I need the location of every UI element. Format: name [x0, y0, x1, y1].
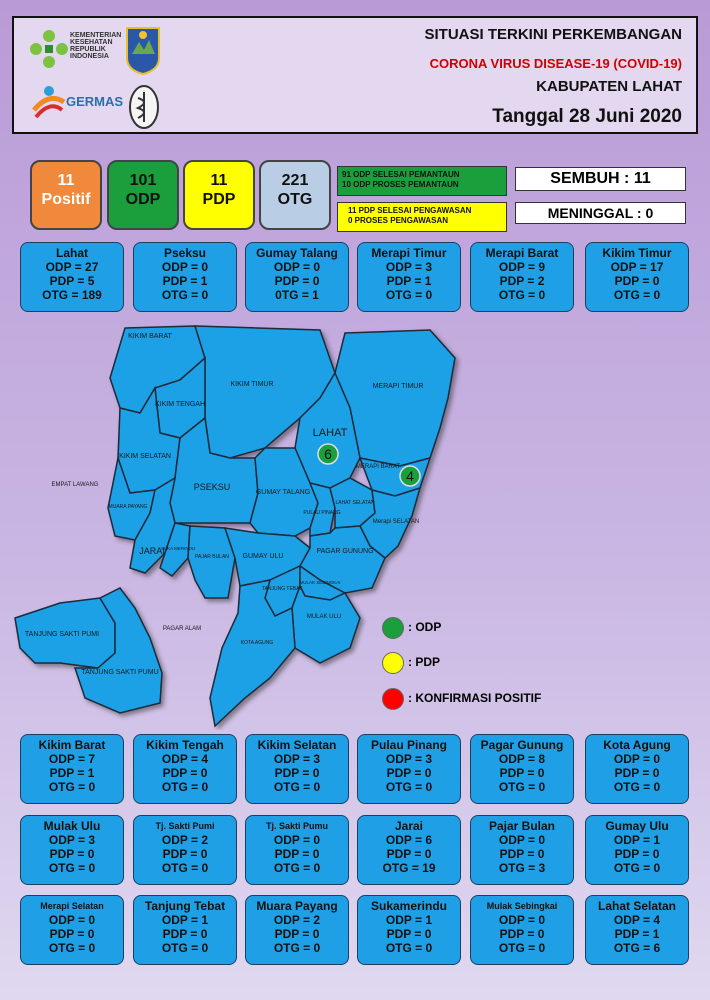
district-otg: OTG = 0: [498, 780, 546, 794]
map-label-pajar-bulan: PAJAR BULAN: [195, 554, 229, 560]
map-label-muara-payang: MUARA PAYANG: [108, 504, 148, 510]
map-label-kikim-selatan: KIKIM SELATAN: [119, 453, 171, 460]
district-card-kikim-selatan: [245, 734, 349, 804]
district-card-merapi-timur: [357, 242, 461, 312]
legend-odp-dot-icon: [382, 617, 404, 639]
district-odp: ODP = 8: [498, 752, 546, 766]
stat-otg-label: OTG: [277, 191, 313, 208]
district-odp: ODP = 6: [385, 833, 433, 847]
title-line-3: KABUPATEN LAHAT: [536, 78, 682, 95]
odp-monitoring-note: 91 ODP SELESAI PEMANTAUN 10 ODP PROSES PEMANTAUN: [337, 166, 507, 196]
district-odp: ODP = 2: [161, 833, 209, 847]
district-odp: ODP = 0: [273, 260, 321, 274]
district-card-kikim-timur: [585, 242, 689, 312]
map-label-kikim-timur: KIKIM TIMUR: [230, 381, 274, 388]
legend-pdp-dot-icon: [382, 652, 404, 674]
district-card-pagar-gunung: [470, 734, 574, 804]
district-otg: OTG = 0: [161, 941, 209, 955]
district-name: Mulak Sebingkai: [486, 901, 558, 911]
district-odp: ODP = 4: [613, 913, 661, 927]
district-otg: 0TG = 1: [275, 288, 319, 302]
district-name: Sukamerindu: [370, 899, 448, 913]
district-name: Gumay Ulu: [605, 819, 669, 833]
district-name: Merapi Selatan: [40, 901, 104, 911]
district-otg: OTG = 0: [385, 780, 433, 794]
district-otg: OTG = 0: [273, 941, 321, 955]
district-card-gumay-ulu: [585, 815, 689, 885]
district-otg: OTG = 3: [498, 861, 546, 875]
map-label-kota-agung: KOTA AGUNG: [240, 640, 274, 646]
district-otg: OTG = 0: [161, 861, 209, 875]
district-pdp: PDP = 0: [386, 766, 432, 780]
district-card-mulak-ulu: [20, 815, 124, 885]
germas-logo-icon: [30, 84, 68, 122]
stat-positif: [30, 160, 102, 230]
district-otg: OTG = 0: [48, 941, 96, 955]
district-otg: OTG = 0: [48, 780, 96, 794]
stat-odp: [107, 160, 179, 230]
district-otg: OTG = 6: [613, 941, 661, 955]
map-label-merapi-selatan: Merapi SELATAN: [372, 519, 420, 525]
map-label-sukamerindu: SUKA MERINDU: [160, 546, 196, 551]
district-card-kikim-barat: [20, 734, 124, 804]
district-name: Jarai: [394, 819, 424, 833]
district-name: Tj. Sakti Pumu: [265, 821, 328, 831]
title-line-1: SITUASI TERKINI PERKEMBANGAN: [424, 26, 682, 43]
map-label-tj-sakti-pumi: TANJUNG SAKTI PUMI: [24, 631, 100, 638]
district-pdp: PDP = 0: [274, 274, 320, 288]
district-name: Mulak Ulu: [43, 819, 101, 833]
district-odp: ODP = 4: [161, 752, 209, 766]
recovered-count: SEMBUH : 11: [515, 167, 686, 191]
district-card-tanjung-tebat: [133, 895, 237, 965]
title-line-2: CORONA VIRUS DISEASE-19 (COVID-19): [429, 56, 682, 71]
ministry-logo-text: KEMENTERIAN KESEHATAN REPUBLIK INDONESIA: [70, 32, 122, 60]
district-odp: ODP = 0: [161, 260, 209, 274]
district-pdp: PDP = 0: [614, 847, 660, 861]
district-pdp: PDP = 1: [386, 274, 432, 288]
district-card-merapi-barat: [470, 242, 574, 312]
header-panel: [12, 16, 698, 134]
district-pdp: PDP = 0: [162, 766, 208, 780]
district-name: Kikim Selatan: [257, 738, 337, 752]
district-name: Muara Payang: [256, 899, 338, 913]
map-marker-merapi-barat: [400, 466, 420, 486]
district-name: Kikim Timur: [602, 246, 672, 260]
map-label-pagar-alam: PAGAR ALAM: [162, 626, 202, 632]
stat-odp-label: ODP: [125, 191, 161, 208]
district-name: Merapi Timur: [371, 246, 447, 260]
district-odp: ODP = 3: [385, 752, 433, 766]
district-odp: ODP = 17: [610, 260, 664, 274]
district-card-lahat-selatan: [585, 895, 689, 965]
district-otg: OTG = 0: [613, 288, 661, 302]
district-card-lahat: [20, 242, 124, 312]
map-label-lahat-selatan: LAHAT SELATAN: [335, 500, 375, 506]
district-name: Pulau Pinang: [370, 738, 447, 752]
death-count: MENINGGAL : 0: [515, 202, 686, 224]
district-name: Lahat Selatan: [597, 899, 677, 913]
stat-pdp: [183, 160, 255, 230]
district-card-mulak-sebingkai: [470, 895, 574, 965]
district-card-pulau-pinang: [357, 734, 461, 804]
district-odp: ODP = 9: [498, 260, 546, 274]
district-otg: OTG = 0: [48, 861, 96, 875]
district-pdp: PDP = 0: [274, 847, 320, 861]
district-otg: OTG = 0: [385, 941, 433, 955]
stat-positif-label: Positif: [41, 191, 91, 208]
pdp-supervision-note: 11 PDP SELESAI PENGAWASAN 0 PROSES PENGAWASAN: [337, 202, 507, 232]
stat-otg: [259, 160, 331, 230]
map-marker-lahat: [318, 444, 338, 464]
district-odp: ODP = 27: [45, 260, 99, 274]
district-pdp: PDP = 5: [49, 274, 95, 288]
map-label-mulak-sebingkai: MULAK SEBINGKAI: [299, 580, 341, 585]
map-label-lahat: LAHAT: [312, 427, 348, 439]
district-odp: ODP = 0: [48, 913, 96, 927]
district-card-merapi-selatan: [20, 895, 124, 965]
district-otg: OTG = 0: [385, 288, 433, 302]
district-pdp: PDP = 0: [499, 927, 545, 941]
map-label-pulau-pinang: PULAU PINANG: [303, 510, 341, 516]
district-pdp: PDP = 0: [49, 927, 95, 941]
district-pdp: PDP = 1: [49, 766, 95, 780]
district-card-tj-sakti-pumu: [245, 815, 349, 885]
legend-positif-dot-icon: [382, 688, 404, 710]
district-name: Lahat: [55, 246, 88, 260]
district-card-tj-sakti-pumi: [133, 815, 237, 885]
district-otg: OTG = 0: [161, 780, 209, 794]
district-pdp: PDP = 0: [162, 847, 208, 861]
district-name: Tanjung Tebat: [144, 899, 226, 913]
district-card-gumay-talang: [245, 242, 349, 312]
district-card-sukamerindu: [357, 895, 461, 965]
district-otg: OTG = 19: [382, 861, 436, 875]
map-label-mulak-ulu: MULAK ULU: [306, 614, 342, 620]
district-name: Gumay Talang: [256, 246, 338, 260]
stat-otg-value: 221: [281, 172, 309, 189]
district-card-muara-payang: [245, 895, 349, 965]
district-odp: ODP = 0: [498, 913, 546, 927]
map-label-tanjung-tebat: TANJUNG TEBAT: [261, 586, 303, 592]
district-card-kikim-tengah: [133, 734, 237, 804]
district-otg: OTG = 0: [613, 780, 661, 794]
district-odp: ODP = 0: [613, 752, 661, 766]
district-pdp: PDP = 0: [499, 766, 545, 780]
district-name: Kikim Tengah: [146, 738, 224, 752]
stat-pdp-value: 11: [210, 172, 228, 189]
district-odp: ODP = 1: [613, 833, 661, 847]
svg-text:6: 6: [324, 446, 332, 462]
district-pdp: PDP = 1: [614, 927, 660, 941]
health-office-emblem-icon: [128, 84, 160, 130]
regency-emblem-icon: [124, 24, 162, 76]
map-label-pseksu: PSEKSU: [193, 482, 231, 492]
map-label-tj-sakti-pumu: TANJUNG SAKTI PUMU: [81, 669, 159, 676]
district-odp: ODP = 1: [385, 913, 433, 927]
district-pdp: PDP = 0: [614, 766, 660, 780]
district-name: Merapi Barat: [485, 246, 559, 260]
district-name: Kikim Barat: [38, 738, 106, 752]
district-pdp: PDP = 0: [49, 847, 95, 861]
district-otg: OTG = 0: [498, 941, 546, 955]
district-odp: ODP = 3: [48, 833, 96, 847]
district-pdp: PDP = 2: [499, 274, 545, 288]
district-pdp: PDP = 0: [274, 766, 320, 780]
stat-odp-value: 101: [129, 172, 157, 189]
district-pdp: PDP = 0: [162, 927, 208, 941]
stat-positif-value: 11: [57, 172, 75, 189]
district-odp: ODP = 2: [273, 913, 321, 927]
map-label-kikim-barat: KIKIM BARAT: [128, 333, 172, 340]
map-label-gumay-ulu: GUMAY ULU: [242, 553, 284, 560]
ministry-logo-icon: [28, 28, 70, 70]
district-name: Pajar Bulan: [488, 819, 556, 833]
district-pdp: PDP = 1: [162, 274, 208, 288]
district-odp: ODP = 0: [498, 833, 546, 847]
stat-pdp-label: PDP: [202, 191, 236, 208]
svg-text:4: 4: [406, 468, 414, 484]
district-odp: ODP = 3: [273, 752, 321, 766]
district-otg: OTG = 189: [42, 288, 102, 302]
district-pdp: PDP = 0: [499, 847, 545, 861]
germas-logo-text: GERMAS: [66, 94, 124, 109]
district-pdp: PDP = 0: [386, 927, 432, 941]
district-odp: ODP = 1: [161, 913, 209, 927]
district-card-pseksu: [133, 242, 237, 312]
district-pdp: PDP = 0: [386, 847, 432, 861]
map-label-merapi-barat: MERAPI BARAT: [355, 464, 401, 470]
map-label-kikim-tengah: KIKIM TENGAH: [154, 401, 206, 408]
district-name: Tj. Sakti Pumi: [155, 821, 215, 831]
district-pdp: PDP = 0: [274, 927, 320, 941]
map-label-jarai: JARAI: [139, 546, 165, 556]
district-card-jarai: [357, 815, 461, 885]
district-odp: ODP = 0: [273, 833, 321, 847]
report-date: Tanggal 28 Juni 2020: [492, 106, 682, 127]
district-odp: ODP = 7: [48, 752, 96, 766]
district-otg: OTG = 0: [273, 780, 321, 794]
map-label-gumay-talang: GUMAY TALANG: [255, 489, 311, 496]
district-pdp: PDP = 0: [614, 274, 660, 288]
district-otg: OTG = 0: [161, 288, 209, 302]
district-otg: OTG = 0: [273, 861, 321, 875]
map-label-pagar-gunung: PAGAR GUNUNG: [316, 548, 374, 555]
district-name: Pagar Gunung: [480, 738, 564, 752]
district-name: Pseksu: [163, 246, 207, 260]
district-otg: OTG = 0: [613, 861, 661, 875]
map-label-merapi-timur: MERAPI TIMUR: [372, 383, 424, 390]
district-card-pajar-bulan: [470, 815, 574, 885]
district-name: Kota Agung: [603, 738, 671, 752]
district-card-kota-agung: [585, 734, 689, 804]
district-odp: ODP = 3: [385, 260, 433, 274]
district-otg: OTG = 0: [498, 288, 546, 302]
map-label-empat-lawang: EMPAT LAWANG: [51, 482, 99, 488]
